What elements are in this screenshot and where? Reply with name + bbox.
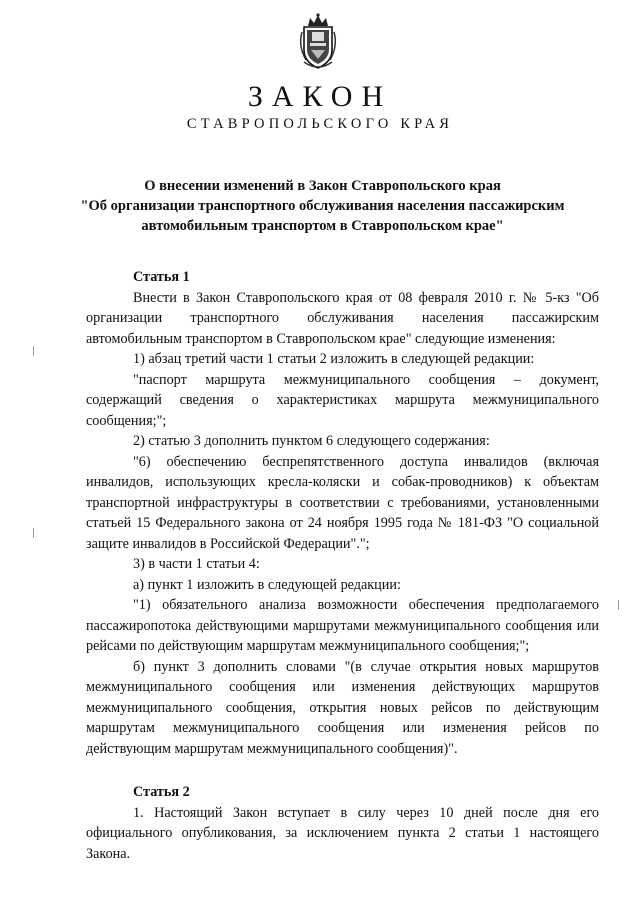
stavropol-coat-of-arms-icon xyxy=(296,12,340,72)
article-2-title: Статья 2 xyxy=(133,784,190,800)
heading-line: "Об организации транспортного обслуживания населения пассажирским xyxy=(80,198,565,214)
heading-line: О внесении изменений в Закон Ставропольского края xyxy=(144,178,501,194)
article-1-title: Статья 1 xyxy=(133,269,190,285)
margin-mark xyxy=(33,528,34,538)
law-heading xyxy=(60,176,585,236)
article-1-item-3b: б) пункт 3 дополнить словами "(в случае открытия новых маршрутов межмуниципального сообщения или изменения действующих маршрутов межмуниципального сообщения, открытия новых рейсов по действующим маршрутам межмуниципального сообщения или изменения рейсов по действующим маршрутам межмуниципального сообщения)". xyxy=(86,658,599,757)
margin-mark xyxy=(33,346,34,356)
article-1-intro: Внести в Закон Ставропольского края от 08 февраля 2010 г. № 5-кз "Об организации транспортного обслуживания населения пассажирским автомобильным транспортом в Ставропольском крае" следующие изменения: xyxy=(86,289,599,347)
law-body xyxy=(86,267,599,864)
article-1-item-3a-text: "1) обязательного анализа возможности обеспечения предполагаемого пассажиропотока действующими маршрутами межмуниципального сообщения или рейсами по действующим маршрутам межмуниципального сообщения;"; xyxy=(86,597,599,654)
article-1-item-1-text: "паспорт маршрута межмуниципального сообщения – документ, содержащий сведения о характеристиках маршрута межмуниципального сообщения;"; xyxy=(86,371,599,429)
article-2-item-1: 1. Настоящий Закон вступает в силу через 10 дней после дня его официального опубликования, за исключением пункта 2 статьи 1 настоящего Закона. xyxy=(86,804,599,862)
law-title: ЗАКОН xyxy=(247,80,393,113)
article-1-item-2: 2) статью 3 дополнить пунктом 6 следующего содержания: xyxy=(133,433,490,449)
region-name: СТАВРОПОЛЬСКОГО КРАЯ xyxy=(186,116,454,132)
article-1-item-1: 1) абзац третий части 1 статьи 2 изложить в следующей редакции: xyxy=(133,351,535,367)
heading-line: автомобильным транспортом в Ставропольском крае" xyxy=(141,218,504,234)
article-1-item-3: 3) в части 1 статьи 4: xyxy=(133,556,260,572)
margin-mark xyxy=(618,600,619,610)
article-1-item-3a: а) пункт 1 изложить в следующей редакции: xyxy=(133,576,401,593)
article-1-item-2-text: "6) обеспечению беспрепятственного доступа инвалидов (включая инвалидов, использующих кресла-коляски и собак-проводников) к объектам транспортной инфраструктуры в соответствии с требованиями, установленными статьей 15 Федерального закона от 24 ноября 1995 года № 181-ФЗ "О социальной защите инвалидов в Российской Федерации"."; xyxy=(86,453,599,552)
